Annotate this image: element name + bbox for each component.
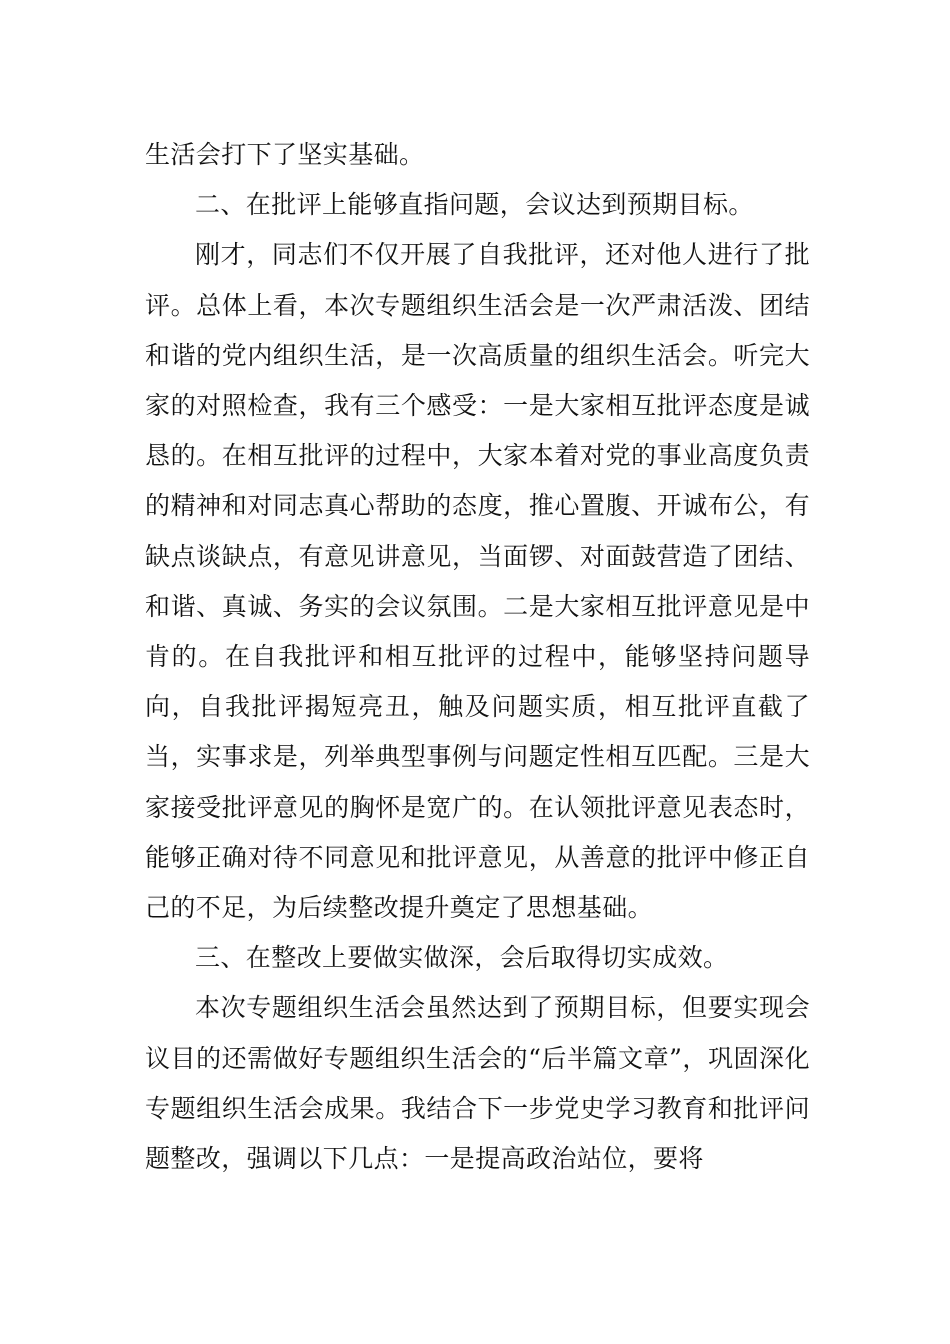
paragraph-rectification: 本次专题组织生活会虽然达到了预期目标，但要实现会议目的还需做好专题组织生活会的“后半篇文章”，巩固深化专题组织生活会成果。我结合下一步党史学习教育和批评问题整改，强调以下几点：一是提高政治站位，要将 xyxy=(145,993,810,1174)
paragraph-continuation: 生活会打下了坚实基础。 xyxy=(145,140,425,169)
paragraph-criticism-review: 刚才，同志们不仅开展了自我批评，还对他人进行了批评。总体上看，本次专题组织生活会是一次严肃活泼、团结和谐的党内组织生活，是一次高质量的组织生活会。听完大家的对照检查，我有三个感受：一是大家相互批评态度是诚恳的。在相互批评的过程中，大家本着对党的事业高度负责的精神和对同志真心帮助的态度，推心置腹、开诚布公，有缺点谈缺点，有意见讲意见，当面锣、对面鼓营造了团结、和谐、真诚、务实的会议氛围。二是大家相互批评意见是中肯的。在自我批评和相互批评的过程中，能够坚持问题导向，自我批评揭短亮丑，触及问题实质，相互批评直截了当，实事求是，列举典型事例与问题定性相互匹配。三是大家接受批评意见的胸怀是宽广的。在认领批评意见表态时，能够正确对待不同意见和批评意见，从善意的批评中修正自己的不足，为后续整改提升奠定了思想基础。 xyxy=(145,240,810,923)
document-body xyxy=(145,130,810,1184)
section-heading-two: 二、在批评上能够直指问题，会议达到预期目标。 xyxy=(195,190,754,220)
section-heading-three: 三、在整改上要做实做深，会后取得切实成效。 xyxy=(195,943,729,973)
